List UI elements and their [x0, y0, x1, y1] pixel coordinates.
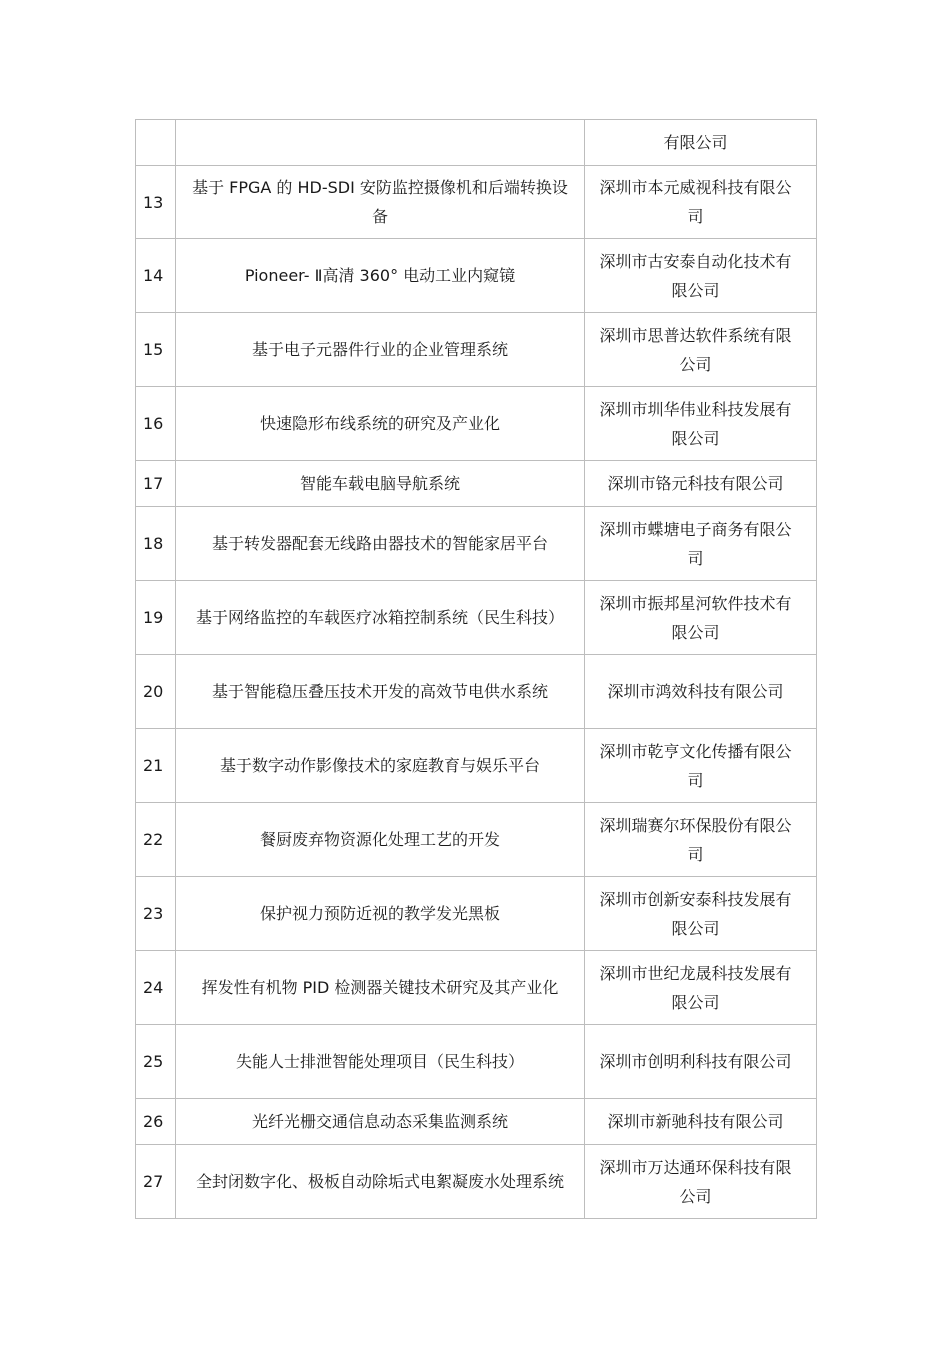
row-number: 21: [136, 729, 176, 803]
table-row: [136, 1145, 817, 1219]
company-name: 深圳市本元威视科技有限公司: [585, 166, 817, 239]
project-name: 基于转发器配套无线路由器技术的智能家居平台: [176, 507, 585, 581]
table-row: [136, 729, 817, 803]
row-number: 24: [136, 951, 176, 1025]
table-row: [136, 166, 817, 239]
company-name: 深圳市世纪龙晟科技发展有限公司: [585, 951, 817, 1025]
company-name: 深圳市古安泰自动化技术有限公司: [585, 239, 817, 313]
project-name: 失能人士排泄智能处理项目（民生科技）: [176, 1025, 585, 1099]
company-name: 深圳市思普达软件系统有限公司: [585, 313, 817, 387]
company-name: 深圳市振邦星河软件技术有限公司: [585, 581, 817, 655]
table-row: [136, 120, 817, 166]
table-row: [136, 1099, 817, 1145]
project-name: 基于网络监控的车载医疗冰箱控制系统（民生科技）: [176, 581, 585, 655]
project-name: [176, 120, 585, 166]
table-row: [136, 507, 817, 581]
table-row: [136, 461, 817, 507]
project-name: 基于数字动作影像技术的家庭教育与娱乐平台: [176, 729, 585, 803]
table-row: [136, 655, 817, 729]
company-name: 深圳市鸿效科技有限公司: [585, 655, 817, 729]
table-row: [136, 877, 817, 951]
company-name: 深圳瑞赛尔环保股份有限公司: [585, 803, 817, 877]
project-name: 光纤光栅交通信息动态采集监测系统: [176, 1099, 585, 1145]
project-name: Pioneer- Ⅱ高清 360° 电动工业内窥镜: [176, 239, 585, 313]
company-name: 深圳市创新安泰科技发展有限公司: [585, 877, 817, 951]
row-number: 27: [136, 1145, 176, 1219]
table-row: [136, 239, 817, 313]
table-row: [136, 581, 817, 655]
company-name: 深圳市乾亨文化传播有限公司: [585, 729, 817, 803]
project-name: 基于电子元器件行业的企业管理系统: [176, 313, 585, 387]
company-name: 深圳市创明利科技有限公司: [585, 1025, 817, 1099]
row-number: 18: [136, 507, 176, 581]
row-number: 14: [136, 239, 176, 313]
project-name: 餐厨废弃物资源化处理工艺的开发: [176, 803, 585, 877]
project-name: 基于 FPGA 的 HD-SDI 安防监控摄像机和后端转换设备: [176, 166, 585, 239]
project-name: 全封闭数字化、极板自动除垢式电絮凝废水处理系统: [176, 1145, 585, 1219]
company-name: 深圳市铬元科技有限公司: [585, 461, 817, 507]
company-name: 有限公司: [585, 120, 817, 166]
project-name: 保护视力预防近视的教学发光黑板: [176, 877, 585, 951]
table-row: [136, 803, 817, 877]
row-number: 25: [136, 1025, 176, 1099]
row-number: 19: [136, 581, 176, 655]
row-number: 26: [136, 1099, 176, 1145]
project-name: 智能车载电脑导航系统: [176, 461, 585, 507]
company-name: 深圳市圳华伟业科技发展有限公司: [585, 387, 817, 461]
project-name: 快速隐形布线系统的研究及产业化: [176, 387, 585, 461]
row-number: 13: [136, 166, 176, 239]
row-number: 16: [136, 387, 176, 461]
project-name: 挥发性有机物 PID 检测器关键技术研究及其产业化: [176, 951, 585, 1025]
company-name: 深圳市蝶塘电子商务有限公司: [585, 507, 817, 581]
row-number: [136, 120, 176, 166]
row-number: 20: [136, 655, 176, 729]
project-table: [135, 119, 817, 1219]
row-number: 22: [136, 803, 176, 877]
table-row: [136, 1025, 817, 1099]
company-name: 深圳市万达通环保科技有限公司: [585, 1145, 817, 1219]
project-name: 基于智能稳压叠压技术开发的高效节电供水系统: [176, 655, 585, 729]
table-row: [136, 387, 817, 461]
row-number: 23: [136, 877, 176, 951]
table-row: [136, 951, 817, 1025]
row-number: 15: [136, 313, 176, 387]
row-number: 17: [136, 461, 176, 507]
table-row: [136, 313, 817, 387]
company-name: 深圳市新驰科技有限公司: [585, 1099, 817, 1145]
